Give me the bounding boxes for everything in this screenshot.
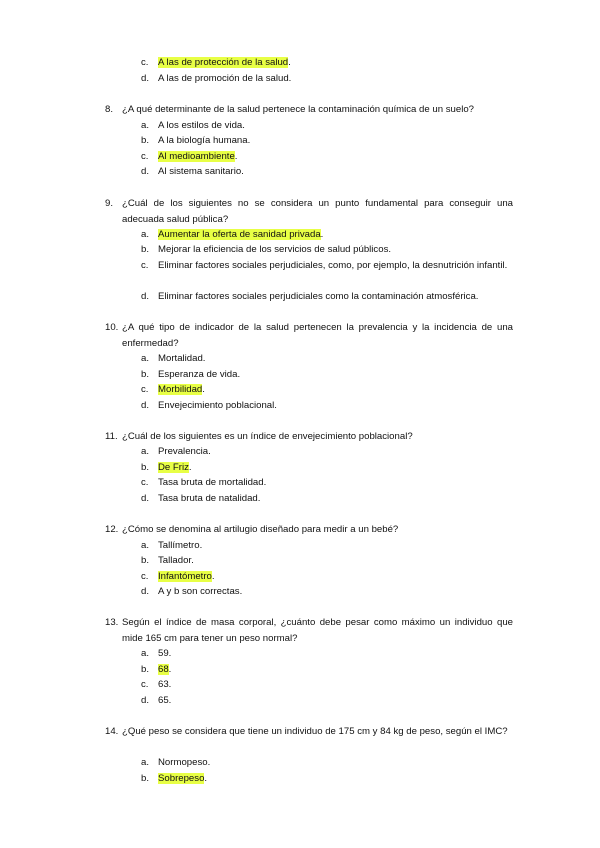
option-b: b. 68.	[141, 664, 172, 675]
correct-answer-highlight: Infantómetro	[158, 571, 212, 582]
option-a: a. 59.	[141, 648, 172, 659]
option-text: A la biología humana.	[158, 135, 251, 146]
option-d: d. Envejecimiento poblacional.	[141, 400, 277, 411]
option-d-q7	[141, 71, 291, 87]
question-text: ¿Cómo se denomina al artilugio diseñado para medir a un bebé?	[122, 524, 399, 535]
option-d: d. Al sistema sanitario.	[141, 166, 244, 177]
question-text: ¿Qué peso se considera que tiene un individuo de 175 cm y 84 kg de peso, según el IMC?	[122, 726, 508, 737]
question-number: 14.	[105, 726, 119, 737]
option-text: Eliminar factores sociales perjudiciales como la contaminación atmosférica.	[158, 291, 479, 302]
question-14	[105, 724, 513, 740]
correct-answer-highlight: 68	[158, 664, 169, 675]
question-number: 9.	[105, 198, 114, 209]
correct-answer-highlight: De Friz	[158, 462, 189, 473]
option-letter: d.	[141, 73, 150, 84]
option-c: c. Al medioambiente.	[141, 151, 238, 162]
option-c: c. Tasa bruta de mortalidad.	[141, 477, 267, 488]
question-text: ¿A qué determinante de la salud pertenece la contaminación química de un suelo?	[122, 104, 474, 115]
option-text: Envejecimiento poblacional.	[158, 400, 277, 411]
option-b: b. Mejorar la eficiencia de los servicios de salud públicos.	[141, 244, 392, 255]
correct-answer-highlight: Morbilidad	[158, 384, 203, 395]
option-b: b. A la biología humana.	[141, 135, 251, 146]
question-text: ¿Cuál de los siguientes es un índice de envejecimiento poblacional?	[122, 431, 413, 442]
option-b: b. Esperanza de vida.	[141, 369, 241, 380]
option-d: d. Eliminar factores sociales perjudiciales como la contaminación atmosférica.	[141, 291, 479, 302]
option-c: c. 63.	[141, 679, 172, 690]
option-text: Tasa bruta de mortalidad.	[158, 477, 267, 488]
option-a: a. Prevalencia.	[141, 446, 211, 457]
option-d: d. Tasa bruta de natalidad.	[141, 493, 261, 504]
correct-answer-highlight: Al medioambiente	[158, 151, 235, 162]
option-text: Tasa bruta de natalidad.	[158, 493, 261, 504]
option-text: Mejorar la eficiencia de los servicios de salud públicos.	[158, 244, 392, 255]
option-text: Esperanza de vida.	[158, 369, 241, 380]
question-13	[105, 615, 513, 647]
option-text: 59.	[158, 648, 172, 659]
question-8	[105, 102, 513, 118]
option-text: Tallador.	[158, 555, 194, 566]
option-text: 65.	[158, 695, 172, 706]
option-c: c. Morbilidad.	[141, 384, 205, 395]
question-11	[105, 429, 513, 445]
question-12	[105, 522, 513, 538]
question-number: 10.	[105, 322, 119, 333]
option-b: b. Sobrepeso.	[141, 773, 208, 784]
option-text: A los estilos de vida.	[158, 120, 245, 131]
option-a: a. Aumentar la oferta de sanidad privada.	[141, 229, 324, 240]
option-text: Mortalidad.	[158, 353, 206, 364]
option-d: d. 65.	[141, 695, 172, 706]
question-number: 11.	[105, 431, 118, 442]
option-c: c. Infantómetro.	[141, 571, 215, 582]
question-text: ¿A qué tipo de indicador de la salud pertenecen la prevalencia y la incidencia de una enfermedad?	[122, 322, 513, 349]
option-d: d. A y b son correctas.	[141, 586, 243, 597]
option-text: Tallímetro.	[158, 540, 203, 551]
question-9	[105, 196, 513, 228]
question-number: 13.	[105, 617, 119, 628]
option-text: 63.	[158, 679, 172, 690]
option-b: b. Tallador.	[141, 555, 194, 566]
question-number: 8.	[105, 104, 114, 115]
option-c: c. Eliminar factores sociales perjudiciales, como, por ejemplo, la desnutrición infantil.	[141, 258, 510, 274]
correct-answer-highlight: Aumentar la oferta de sanidad privada	[158, 229, 321, 240]
option-c-q7: c. A las de protección de la salud.	[141, 55, 291, 71]
option-a: a. Normopeso.	[141, 757, 211, 768]
option-text: Eliminar factores sociales perjudiciales, como, por ejemplo, la desnutrición infantil.	[158, 260, 508, 271]
option-text: A las de promoción de la salud.	[158, 73, 292, 84]
correct-answer-highlight: A las de protección de la salud	[158, 57, 289, 68]
option-a: a. A los estilos de vida.	[141, 120, 245, 131]
option-a: a. Tallímetro.	[141, 540, 203, 551]
option-letter: c.	[141, 57, 149, 68]
option-text: A y b son correctas.	[158, 586, 243, 597]
option-text: Normopeso.	[158, 757, 211, 768]
question-text: Según el índice de masa corporal, ¿cuánto debe pesar como máximo un individuo que mide 165 cm para tener un peso normal?	[122, 617, 513, 644]
option-b: b. De Friz.	[141, 462, 192, 473]
correct-answer-highlight: Sobrepeso	[158, 773, 205, 784]
question-number: 12.	[105, 524, 119, 535]
question-text: ¿Cuál de los siguientes no se considera un punto fundamental para conseguir una adecuada salud pública?	[122, 198, 513, 225]
option-text: Prevalencia.	[158, 446, 211, 457]
option-a: a. Mortalidad.	[141, 353, 206, 364]
question-10	[105, 320, 513, 352]
option-text: Al sistema sanitario.	[158, 166, 244, 177]
